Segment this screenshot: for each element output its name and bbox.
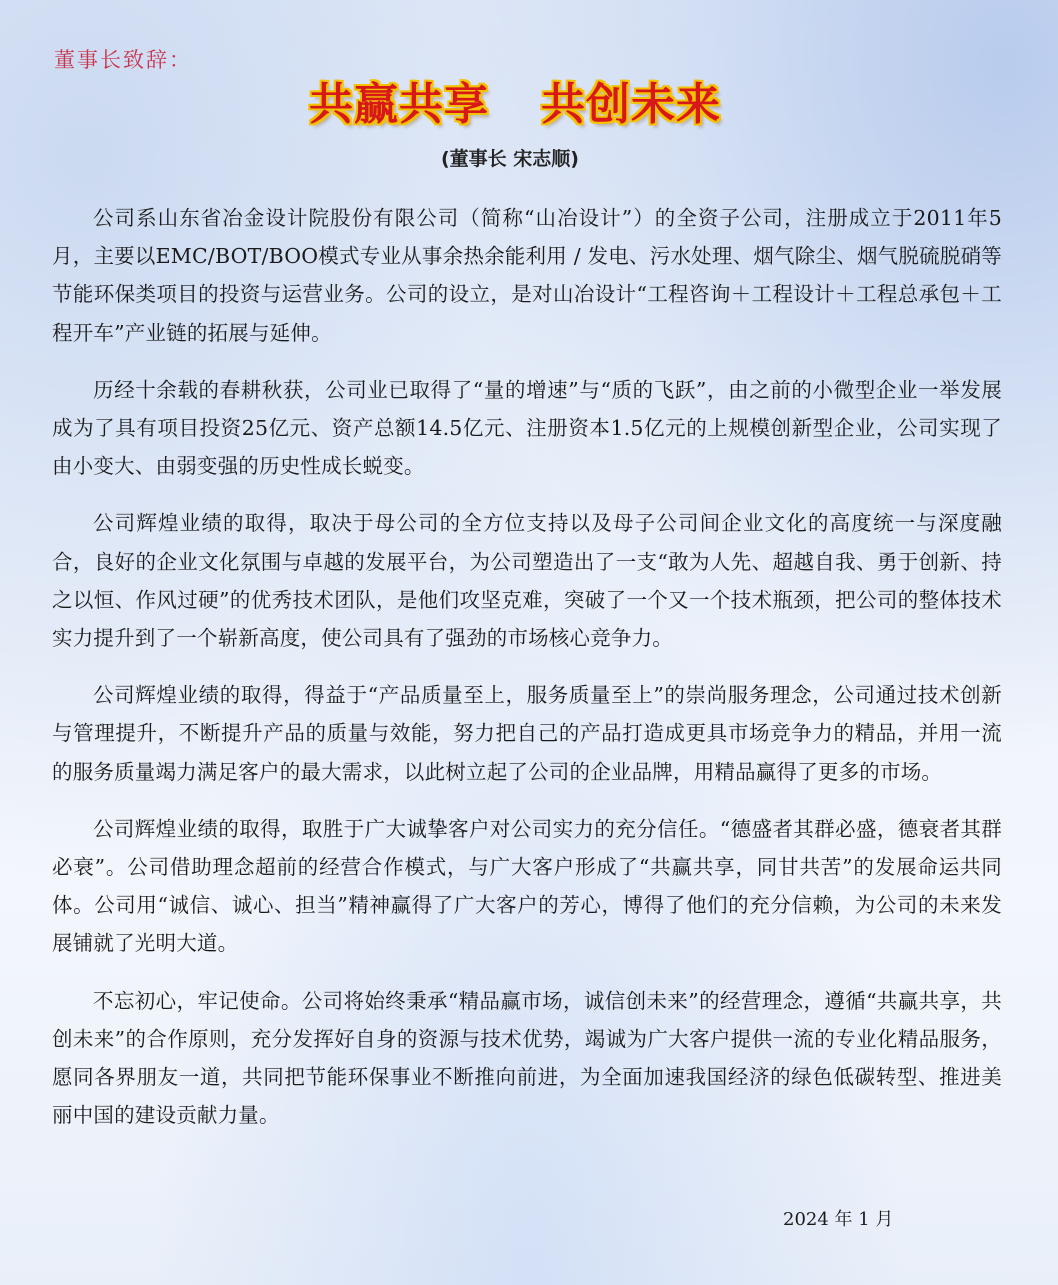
signature-line: (董事长 宋志顺) [441,148,579,170]
headline-part-2: 共创未来 [541,79,721,130]
headline-part-1: 共赢共享 [309,79,489,130]
date-label: 2024 年 1 月 [783,1209,894,1230]
paragraph-1: 公司系山东省冶金设计院股份有限公司（简称“山冶设计”）的全资子公司，注册成立于2011年5月，主要以EMC/BOT/BOO模式专业从事余热余能利用 / 发电、污水处理、烟气除尘、烟气脱硫脱硝等节能环保类项目的投资与运营业务。公司的设立，是对山冶设计“工程咨询＋工程设计＋工程总承包＋工程开车”产业链的拓展与延伸。 [52,206,1002,345]
paragraph-6: 不忘初心，牢记使命。公司将始终秉承“精品赢市场，诚信创未来”的经营理念，遵循“共赢共享，共创未来”的合作原则，充分发挥好自身的资源与技术优势，竭诚为广大客户提供一流的专业化精品服务，愿同各界朋友一道，共同把节能环保事业不断推向前进，为全面加速我国经济的绿色低碳转型、推进美丽中国的建设贡献力量。 [52,988,1002,1128]
paragraph-5: 公司辉煌业绩的取得，取胜于广大诚挚客户对公司实力的充分信任。“德盛者其群必盛，德衰者其群必衰”。公司借助理念超前的经营合作模式，与广大客户形成了“共赢共享，同甘共苦”的发展命运共同体。公司用“诚信、诚心、担当”精神赢得了广大客户的芳心，博得了他们的充分信赖，为公司的未来发展铺就了光明大道。 [52,816,1002,956]
headline [0,68,1030,132]
paragraph-3: 公司辉煌业绩的取得，取决于母公司的全方位支持以及母子公司间企业文化的高度统一与深度融合，良好的企业文化氛围与卓越的发展平台，为公司塑造出了一支“敢为人先、超越自我、勇于创新、持之以恒、作风过硬”的优秀技术团队，是他们攻坚克难，突破了一个又一个技术瓶颈，把公司的整体技术实力提升到了一个崭新高度，使公司具有了强劲的市场核心竞争力。 [52,511,1002,651]
paragraph-2: 历经十余载的春耕秋获，公司业已取得了“量的增速”与“质的飞跃”，由之前的小微型企业一举发展成为了具有项目投资25亿元、资产总额14.5亿元、注册资本1.5亿元的上规模创新型企业，公司实现了由小变大、由弱变强的历史性成长蜕变。 [52,377,1002,479]
greeting-label: 董事长致辞： [54,48,192,72]
paragraph-4: 公司辉煌业绩的取得，得益于“产品质量至上，服务质量至上”的崇尚服务理念，公司通过技术创新与管理提升，不断提升产品的质量与效能，努力把自己的产品打造成更具市场竞争力的精品，并用一流的服务质量竭力满足客户的最大需求，以此树立起了公司的企业品牌，用精品赢得了更多的市场。 [52,683,1002,784]
address-body [52,199,1002,1153]
